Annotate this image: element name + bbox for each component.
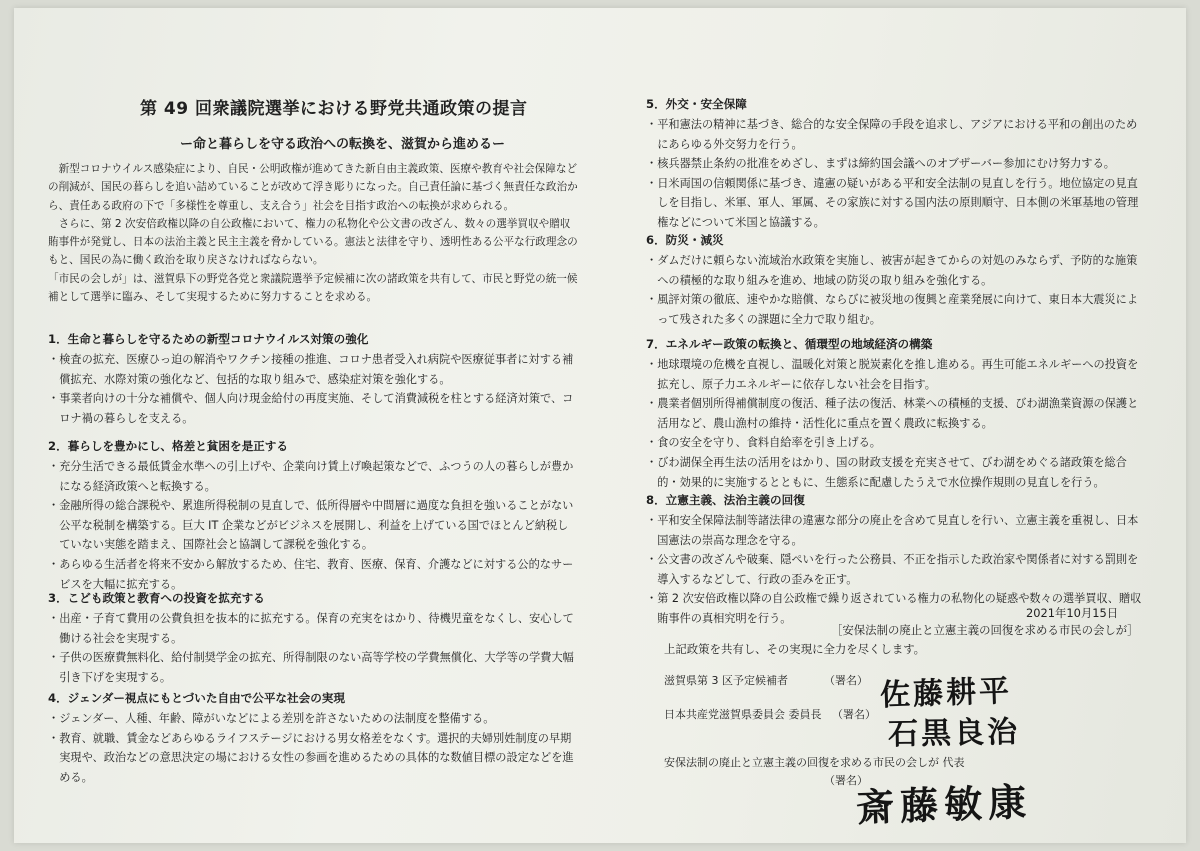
section-heading: 1．生命と暮らしを守るための新型コロナウイルス対策の強化 [48, 332, 369, 346]
bullet-item: ・金融所得の総合課税や、累進所得税制の見直しで、低所得層や中間層に過度な負担を強いることがない公平な税制を構築する。巨大 IT 企業などがビジネスを展開し、利益を上げている国でほとんど納税していない実態を踏まえ、国際社会と協調して課税を強化する。 [48, 499, 574, 552]
bullet-item: ・あらゆる生活者を将来不安から解放するため、住宅、教育、医療、保育、介護などに対する公的なサービスを大幅に拡充する。 [48, 557, 574, 591]
document-title: 第 49 回衆議院選挙における野党共通政策の提言 [140, 99, 528, 119]
document-date: 2021年10月15日 [1026, 606, 1119, 620]
signature-mark: （署名） [824, 774, 868, 787]
section-3 [48, 588, 578, 687]
signer-role-jcp: 日本共産党滋賀県委員会 委員長 [664, 708, 822, 721]
document-sheet [14, 8, 1186, 843]
document-subtitle: ー命と暮らしを守る政治への転換を、滋賀から進めるー [180, 137, 506, 152]
organization-name: ［安保法制の廃止と立憲主義の回復を求める市民の会しが］ [831, 623, 1139, 637]
signer-role-citizens-group: 安保法制の廃止と立憲主義の回復を求める市民の会しが 代表 [664, 756, 965, 769]
bullet-item: ・公文書の改ざんや破棄、隠ぺいを行った公務員、不正を指示した政治家や関係者に対する罰則を導入するなどして、行政の歪みを正す。 [646, 553, 1139, 586]
bullet-item: ・農業者個別所得補償制度の復活、種子法の復活、林業への積極的支援、びわ湖漁業資源の保護と活用など、農山漁村の維持・活性化に重点を置く農政に転換する。 [646, 397, 1139, 430]
bullet-item: ・平和憲法の精神に基づき、総合的な安全保障の手段を追求し、アジアにおける平和の創出のためにあらゆる外交努力を行う。 [646, 118, 1138, 151]
bullet-item: ・平和安全保障法制等諸法律の違憲な部分の廃止を含めて見直しを行い、立憲主義を重視し、日本国憲法の崇高な理念を守る。 [646, 514, 1139, 547]
bullet-item: ・ダムだけに頼らない流域治水政策を実施し、被害が起きてからの対処のみならず、予防的な施策への積極的な取り組みを進め、地域の防災の取り組みを強化する。 [646, 254, 1138, 287]
section-heading: 2．暮らしを豊かにし、格差と貧困を是正する [48, 439, 288, 453]
section-heading: 4．ジェンダー視点にもとづいた自由で公平な社会の実現 [48, 691, 345, 705]
section-1 [48, 329, 578, 428]
handwritten-signature-jcp: 石黒良治 [887, 714, 1021, 753]
signature-mark: （署名） [824, 674, 868, 687]
bullet-item: ・事業者向けの十分な補償や、個人向け現金給付の再度実施、そして消費減税を柱とする経済対策で、コロナ禍の暮らしを支える。 [48, 392, 574, 425]
intro-paragraph: 「市民の会しが」は、滋賀県下の野党各党と衆議院選挙予定候補に次の諸政策を共有して、市民と野党の統一候補として選挙に臨み、そして実現するために努力することを求める。 [48, 272, 578, 304]
section-4 [48, 688, 578, 787]
bullet-item: ・検査の拡充、医療ひっ迫の解消やワクチン接種の推進、コロナ患者受入れ病院や医療従事者に対する補償拡充、水際対策の強化など、包括的な取り組みで、感染症対策を強化する。 [48, 353, 574, 386]
support-statement: 上記政策を共有し、その実現に全力を尽くします。 [664, 642, 926, 656]
section-6 [646, 230, 1146, 329]
section-heading: 7．エネルギー政策の転換と、循環型の地域経済の構築 [646, 337, 933, 351]
section-5 [646, 94, 1146, 233]
introduction [48, 160, 578, 306]
intro-paragraph: 新型コロナウイルス感染症により、自民・公明政権が進めてきた新自由主義政策、医療や教育や社会保障などの削減が、国民の暮らしを追い詰めていることが改めて浮き彫りになった。自己責任論に基づく無責任な政治から、責任ある政府の下で「多様性を尊重し、支え合う」社会を目指す政治への転換が求められる。 [48, 163, 578, 212]
bullet-item: ・ジェンダー、人種、年齢、障がいなどによる差別を許さないための法制度を整備する。 [48, 712, 495, 725]
bullet-item: ・第 2 次安倍政権以降の自公政権で繰り返されている権力の私物化の疑惑や数々の選挙買収、贈収賄事件の真相究明を行う。 [646, 592, 1142, 625]
section-heading: 3．こども政策と教育への投資を拡充する [48, 591, 265, 605]
section-heading: 5．外交・安全保障 [646, 97, 747, 111]
section-heading: 8．立憲主義、法治主義の回復 [646, 493, 805, 507]
bullet-item: ・地球環境の危機を直視し、温暖化対策と脱炭素化を推し進める。再生可能エネルギーへの投資を拡充し、原子力エネルギーに依存しない社会を目指す。 [646, 358, 1139, 391]
section-7 [646, 334, 1146, 492]
signature-mark: （署名） [832, 708, 876, 721]
bullet-item: ・風評対策の徹底、速やかな賠償、ならびに被災地の復興と産業発展に向けて、東日本大震災によって残された多くの課題に全力で取り組む。 [646, 293, 1139, 326]
bullet-item: ・日米両国の信頼関係に基づき、違憲の疑いがある平和安全法制の見直しを行う。地位協定の見直しを目指し、米軍、軍人、軍属、その家族に対する国内法の原則順守、日本側の米軍基地の管理権などについて米国と協議する。 [646, 176, 1139, 229]
bullet-item: ・出産・子育て費用の公費負担を抜本的に拡充する。保育の充実をはかり、待機児童をなくし、安心して働ける社会を実現する。 [48, 612, 574, 645]
bullet-item: ・子供の医療費無料化、給付制奨学金の拡充、所得制限のない高等学校の学費無償化、大学等の学費大幅引き下げを実現する。 [48, 651, 574, 684]
bullet-item: ・充分生活できる最低賃金水準への引上げや、企業向け賃上げ喚起策などで、ふつうの人の暮らしが豊かになる経済政策へと転換する。 [48, 460, 574, 493]
signer-role-candidate: 滋賀県第 3 区予定候補者 [664, 674, 788, 687]
bullet-item: ・核兵器禁止条約の批准をめざし、まずは締約国会議へのオブザーバー参加にむけ努力する。 [646, 157, 1115, 171]
section-heading: 6．防災・減災 [646, 233, 724, 247]
section-2 [48, 436, 578, 594]
bullet-item: ・教育、就職、賃金などあらゆるライフステージにおける男女格差をなくす。選択的夫婦別姓制度の早期実現や、政治などの意思決定の場における女性の参画を進めるための具体的な数値目標の設定などを進める。 [48, 731, 574, 784]
handwritten-signature-citizens-group: 斎藤敏康 [855, 778, 1033, 831]
bullet-item: ・びわ湖保全再生法の活用をはかり、国の財政支援を充実させて、びわ湖をめぐる諸政策を総合的・効果的に実施するとともに、生態系に配慮したうえで水位操作規則の見直しを行う。 [646, 455, 1127, 489]
intro-paragraph: さらに、第 2 次安倍政権以降の自公政権において、権力の私物化や公文書の改ざん、数々の選挙買収や贈収賄事件が発覚し、日本の法治主義と民主主義を脅かしている。憲法と法律を守り、透明性ある公平な行政理念のもと、国民の為に働く政治を取り戻さなければならない。 [48, 217, 578, 267]
bullet-item: ・食の安全を守り、食料自給率を引き上げる。 [646, 436, 881, 450]
handwritten-signature-candidate: 佐藤耕平 [879, 673, 1013, 714]
